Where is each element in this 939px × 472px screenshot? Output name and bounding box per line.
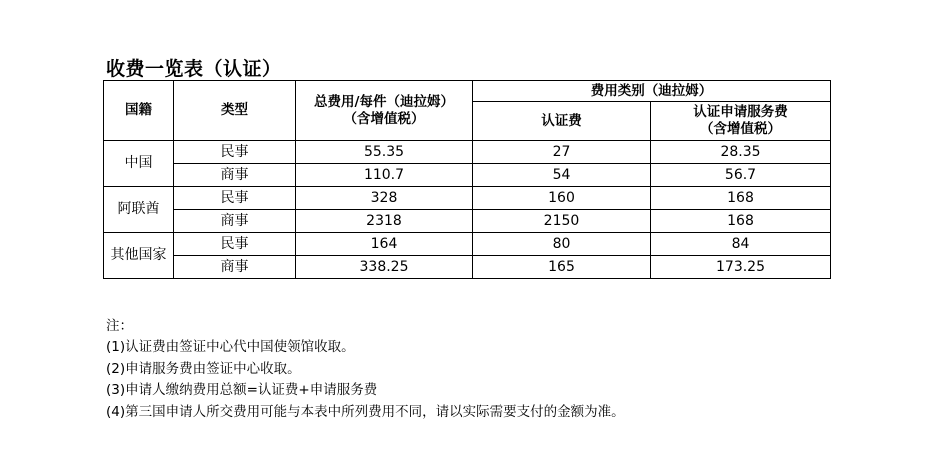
- header-service-fee-line1: 认证申请服务费: [693, 104, 788, 120]
- total-fee-cell: 338.25: [296, 256, 473, 279]
- note-item: (3)申请人缴纳费用总额=认证费+申请服务费: [106, 382, 378, 399]
- service-fee-cell: 168: [651, 210, 831, 233]
- auth-fee-cell: 27: [473, 141, 651, 164]
- service-fee-cell: 28.35: [651, 141, 831, 164]
- service-fee-cell: 56.7: [651, 164, 831, 187]
- page-title: 收费一览表（认证）: [106, 58, 282, 80]
- note-item: (1)认证费由签证中心代中国使领馆收取。: [106, 339, 355, 356]
- total-fee-cell: 110.7: [296, 164, 473, 187]
- type-cell: 民事: [174, 141, 296, 164]
- type-cell: 民事: [174, 233, 296, 256]
- service-fee-cell: 173.25: [651, 256, 831, 279]
- header-total-fee-line1: 总费用/每件（迪拉姆）: [314, 93, 454, 110]
- type-cell: 商事: [174, 256, 296, 279]
- header-auth-fee: 认证费: [473, 102, 651, 141]
- total-fee-cell: 328: [296, 187, 473, 210]
- auth-fee-cell: 165: [473, 256, 651, 279]
- service-fee-cell: 168: [651, 187, 831, 210]
- country-cell: 中国: [104, 141, 174, 187]
- total-fee-cell: 55.35: [296, 141, 473, 164]
- header-nationality: 国籍: [104, 81, 174, 141]
- table-row: [104, 141, 831, 164]
- type-cell: 商事: [174, 210, 296, 233]
- auth-fee-cell: 2150: [473, 210, 651, 233]
- auth-fee-cell: 80: [473, 233, 651, 256]
- country-cell: 阿联酋: [104, 187, 174, 233]
- header-fee-category: 费用类别（迪拉姆）: [473, 81, 831, 102]
- note-item: (2)申请服务费由签证中心收取。: [106, 360, 301, 377]
- header-total-fee: [296, 81, 473, 141]
- table-row: [104, 256, 831, 279]
- notes-section: [106, 316, 625, 423]
- table-row: [104, 233, 831, 256]
- header-service-fee: [651, 102, 831, 141]
- notes-heading: 注：: [106, 318, 133, 334]
- total-fee-cell: 164: [296, 233, 473, 256]
- header-type: 类型: [174, 81, 296, 141]
- total-fee-cell: 2318: [296, 210, 473, 233]
- type-cell: 商事: [174, 164, 296, 187]
- service-fee-cell: 84: [651, 233, 831, 256]
- header-service-fee-line2: （含增值税）: [700, 121, 781, 137]
- table-row: [104, 210, 831, 233]
- table-row: [104, 164, 831, 187]
- country-cell: 其他国家: [104, 233, 174, 279]
- fee-table: [103, 80, 831, 279]
- table-row: [104, 187, 831, 210]
- auth-fee-cell: 160: [473, 187, 651, 210]
- type-cell: 民事: [174, 187, 296, 210]
- note-item: (4)第三国申请人所交费用可能与本表中所列费用不同，请以实际需要支付的金额为准。: [106, 403, 625, 420]
- header-total-fee-line2: （含增值税）: [343, 110, 425, 127]
- auth-fee-cell: 54: [473, 164, 651, 187]
